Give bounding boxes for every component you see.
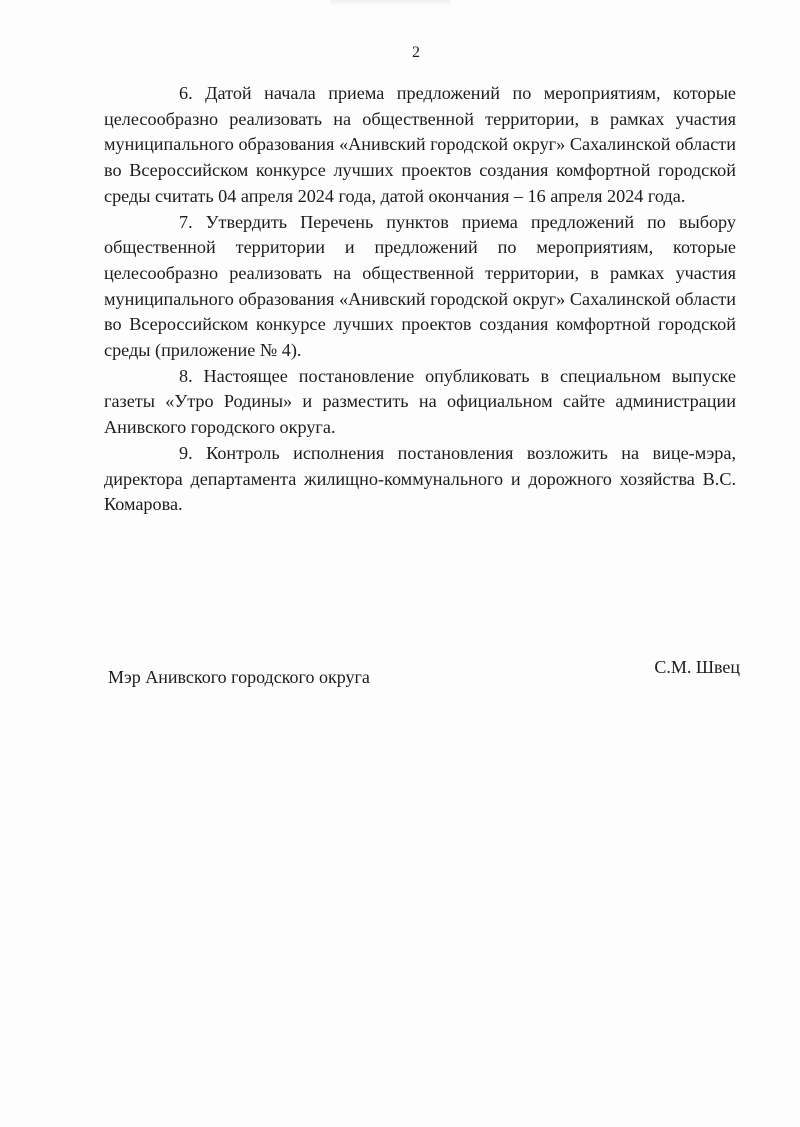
signatory-position: Мэр Анивского городского округа: [108, 667, 370, 687]
paragraph-8: 8. Настоящее постановление опубликовать в специальном выпуске газеты «Утро Родины» и разместить на официальном сайте администрации Анивского городского округа.: [104, 365, 736, 438]
scan-artifact: [330, 0, 450, 6]
paragraph-6: 6. Датой начала приема предложений по мероприятиям, которые целесообразно реализовать на общественной территории, в рамках участия муниципального образования «Анивский городской округ» Сахалинской области во Всероссийском конкурсе лучших проектов создания комфортной городской среды считать 04 апреля 2024 года, датой окончания – 16 апреля 2024 года.: [104, 83, 736, 206]
signatory-name: С.М. Швец: [654, 657, 740, 677]
paragraph-7: 7. Утвердить Перечень пунктов приема предложений по выбору общественной территории и предложений по мероприятиям, которые целесообразно реализовать на общественной территории, в рамках участия муниципального образования «Анивский городской округ» Сахалинской области во Всероссийском конкурсе лучших проектов создания комфортной городской среды (приложение № 4).: [104, 211, 736, 361]
page-number: 2: [412, 44, 420, 61]
paragraph-9: 9. Контроль исполнения постановления возложить на вице-мэра, директора департамента жилищно-коммунального и дорожного хозяйства В.С. Комарова.: [104, 442, 736, 515]
document-body: [104, 81, 736, 518]
